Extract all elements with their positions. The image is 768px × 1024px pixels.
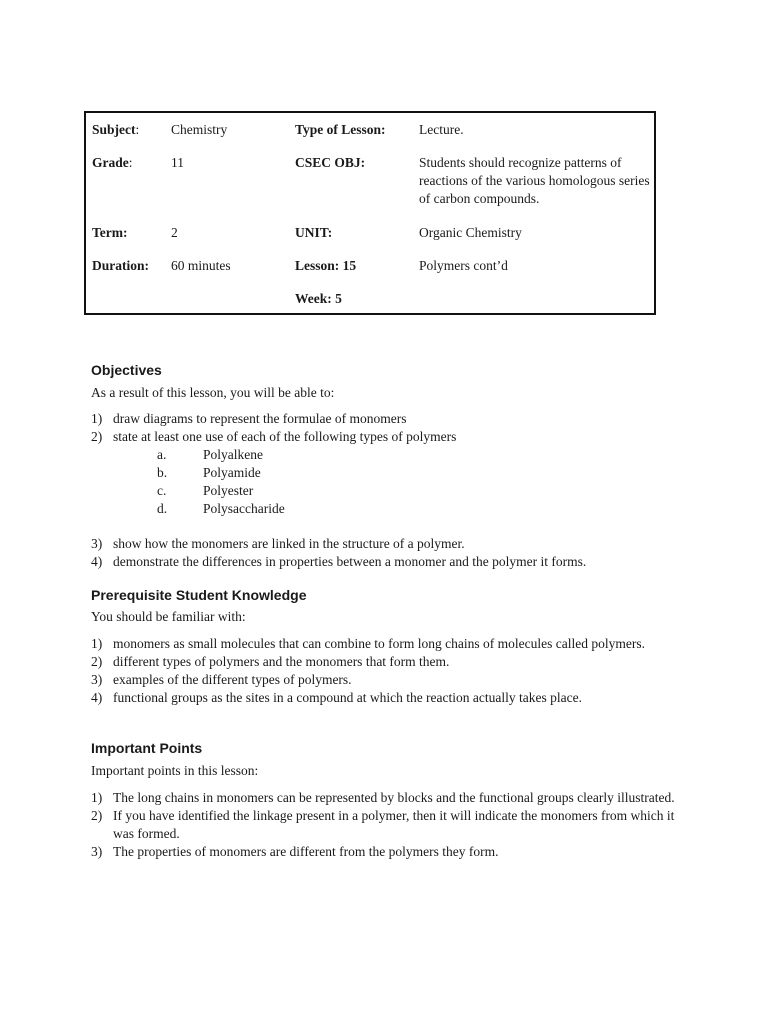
item-text: Polysaccharide [203,501,285,516]
duration-value: 60 minutes [171,258,231,273]
list-item [91,807,683,843]
list-item [91,843,683,861]
item-text: state at least one use of each of the following types of polymers [113,429,457,444]
lesson-topic-value: Polymers cont’d [419,258,508,273]
item-text: Polyamide [203,465,261,480]
polymer-types-sublist [157,446,285,518]
item-number: 3) [91,844,103,859]
important-points-heading: Important Points [91,740,203,756]
item-number: 2) [91,429,103,444]
lesson-number-label: Lesson: 15 [295,258,357,273]
list-item [91,535,691,553]
grade-colon: : [128,155,133,170]
prerequisite-list [91,635,676,707]
objectives-list-continued [91,535,691,571]
item-text: show how the monomers are linked in the structure of a polymer. [113,536,465,551]
grade-value: 11 [171,155,184,170]
unit-value: Organic Chemistry [419,225,522,240]
item-text: The properties of monomers are different from the polymers they form. [113,844,499,859]
item-letter: c. [157,483,167,498]
item-letter: a. [157,447,167,462]
csec-obj-value: Students should recognize patterns of reactions of the various homologous series of carbon compounds. [419,155,650,206]
item-number: 1) [91,790,103,805]
list-item [91,789,683,807]
item-text: If you have identified the linkage present in a polymer, then it will indicate the monomers from which it was formed. [113,808,675,841]
week-label: Week: 5 [295,291,342,306]
important-points-list [91,789,683,861]
item-number: 3) [91,672,103,687]
grade-row-label [92,154,133,172]
item-number: 3) [91,536,103,551]
list-item [91,635,676,653]
item-number: 1) [91,411,103,426]
list-item [91,428,691,446]
item-text: examples of the different types of polymers. [113,672,352,687]
item-text: The long chains in monomers can be represented by blocks and the functional groups clearly illustrated. [113,790,675,805]
unit-label: UNIT: [295,225,333,240]
important-points-intro: Important points in this lesson: [91,763,259,778]
csec-obj-label: CSEC OBJ: [295,155,366,170]
list-item [157,500,285,518]
lesson-type-value: Lecture. [419,122,464,137]
grade-label: Grade [92,155,129,170]
prerequisite-intro: You should be familiar with: [91,609,246,624]
objectives-heading: Objectives [91,362,162,378]
item-text: draw diagrams to represent the formulae of monomers [113,411,407,426]
list-item [157,446,285,464]
subject-value: Chemistry [171,122,228,137]
list-item [91,653,676,671]
duration-label: Duration: [92,258,149,273]
item-letter: d. [157,501,168,516]
prerequisite-heading: Prerequisite Student Knowledge [91,587,307,603]
subject-row-label [92,121,139,139]
list-item [157,482,285,500]
subject-colon: : [135,122,140,137]
item-text: demonstrate the differences in properties between a monomer and the polymer it forms. [113,554,587,569]
objectives-intro: As a result of this lesson, you will be able to: [91,385,335,400]
list-item [91,689,676,707]
item-number: 2) [91,808,103,823]
list-item [91,410,691,428]
subject-label: Subject [92,122,136,137]
item-number: 1) [91,636,103,651]
term-value: 2 [171,225,178,240]
lesson-type-label: Type of Lesson: [295,122,386,137]
term-label: Term: [92,225,128,240]
item-number: 4) [91,690,103,705]
item-number: 4) [91,554,103,569]
item-letter: b. [157,465,168,480]
item-text: functional groups as the sites in a compound at which the reaction actually takes place. [113,690,582,705]
item-text: different types of polymers and the monomers that form them. [113,654,450,669]
list-item [91,671,676,689]
list-item [157,464,285,482]
item-text: Polyester [203,483,254,498]
item-text: monomers as small molecules that can combine to form long chains of molecules called polymers. [113,636,645,651]
item-text: Polyalkene [203,447,263,462]
objectives-list [91,410,691,446]
lesson-info-table [84,111,656,315]
item-number: 2) [91,654,103,669]
list-item [91,553,691,571]
